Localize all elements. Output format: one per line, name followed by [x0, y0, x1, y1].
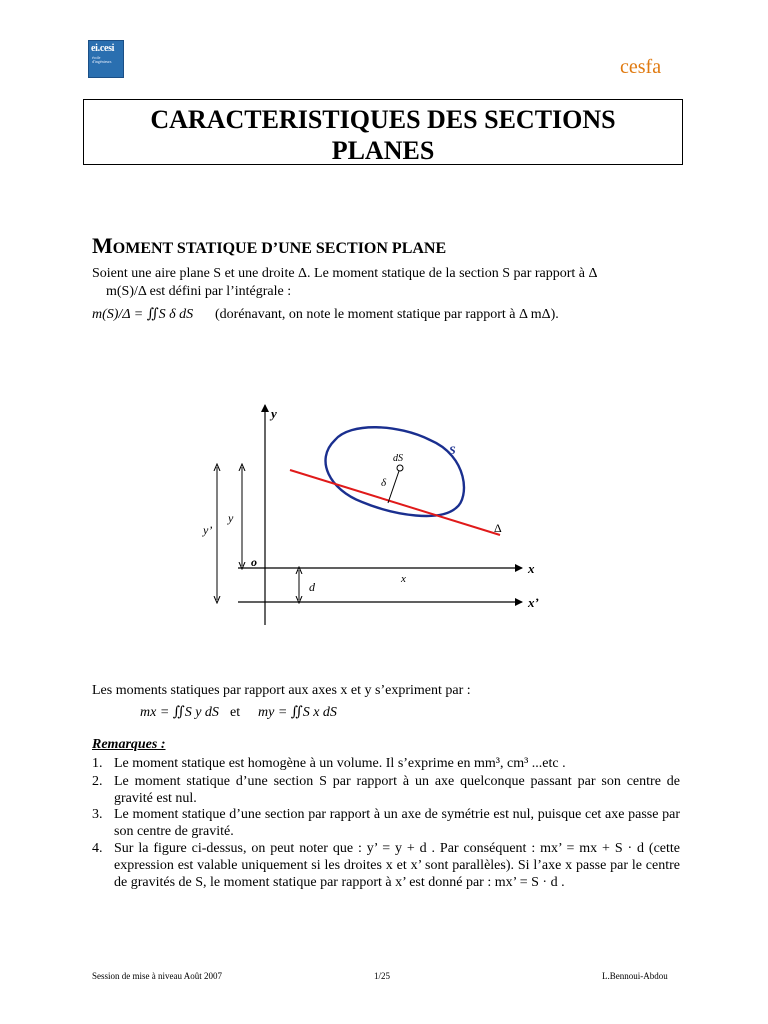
remark-text: Le moment statique d’une section S par rapport à un axe quelconque passant par son centre de gravité est nul. [114, 774, 680, 806]
ds-element-point [397, 465, 403, 471]
remark-item [92, 755, 680, 772]
section-heading-rest: OMENT STATIQUE D’UNE SECTION PLANE [112, 240, 447, 257]
region-label: S [449, 443, 456, 457]
footer-session: Session de mise à niveau Août 2007 [92, 971, 222, 981]
remark-number: 3. [92, 807, 103, 822]
remark-number: 1. [92, 756, 103, 771]
static-moment-formula: m(S)/Δ = ∬S δ dS [92, 307, 194, 322]
x-axis-label: x [528, 561, 535, 576]
ds-label: dS [393, 453, 403, 464]
formula-note: (dorénavant, on note le moment statique par rapport à Δ mΔ). [215, 307, 559, 322]
title-line-1: CARACTERISTIQUES DES SECTIONS [150, 105, 616, 134]
x-dimension-label: x [401, 573, 406, 585]
y-dimension-label: y [228, 511, 234, 525]
remark-text: Le moment statique d’une section par rapport à un axe de symétrie est nul, puisque cet axe passe par son centre de gravité. [114, 807, 680, 839]
remark-number: 2. [92, 774, 103, 789]
origin-label: o [251, 555, 257, 569]
section-heading-cap: M [92, 233, 113, 258]
mx-formula: mx = ∬S y dS [140, 705, 219, 720]
y-axis-label: y [271, 406, 277, 421]
and-word: et [230, 705, 241, 720]
intro-line-1: Soient une aire plane S et une droite Δ. Le moment statique de la section S par rapport à Δ [92, 266, 598, 281]
y-prime-dimension-label: y’ [203, 523, 213, 537]
d-dimension-label: d [309, 580, 315, 594]
footer-author: L.Bennoui-Abdou [602, 971, 668, 981]
delta-distance-label: δ [381, 477, 387, 489]
intro-line-2: m(S)/Δ est défini par l’intégrale : [106, 284, 292, 299]
remark-item [92, 806, 680, 840]
remark-text: Sur la figure ci-dessus, on peut noter que : y’ = y + d . Par conséquent : mx’ = mx + S · d (cette expression est valable uniquement si les droites x et x’ sont parallèles). Si l’axe x passe par le centre de gravités de S, le moment statique par rapport à x’ est donné par : mx’ = S · d . [114, 841, 680, 890]
my-formula: my = ∬S x dS [258, 705, 337, 720]
delta-distance-segment [388, 468, 400, 503]
delta-label: Δ [494, 521, 502, 535]
remark-item [92, 840, 680, 891]
x-prime-axis-label: x’ [528, 595, 539, 610]
remark-number: 4. [92, 841, 103, 856]
remarks-title: Remarques : [92, 737, 166, 752]
cesfa-logo: cesfa [620, 56, 662, 78]
footer-page-number: 1/25 [374, 971, 391, 981]
axes-moments-intro: Les moments statiques par rapport aux axes x et y s’expriment par : [92, 683, 471, 698]
logo-left-subtext: école d'ingénieurs [92, 55, 112, 64]
delta-line [290, 470, 500, 535]
remark-item [92, 773, 680, 807]
title-line-2: PLANES [331, 136, 435, 165]
remark-text: Le moment statique est homogène à un volume. Il s’exprime en mm³, cm³ ...etc . [114, 756, 566, 771]
logo-left-text: ei.cesi [91, 43, 115, 54]
